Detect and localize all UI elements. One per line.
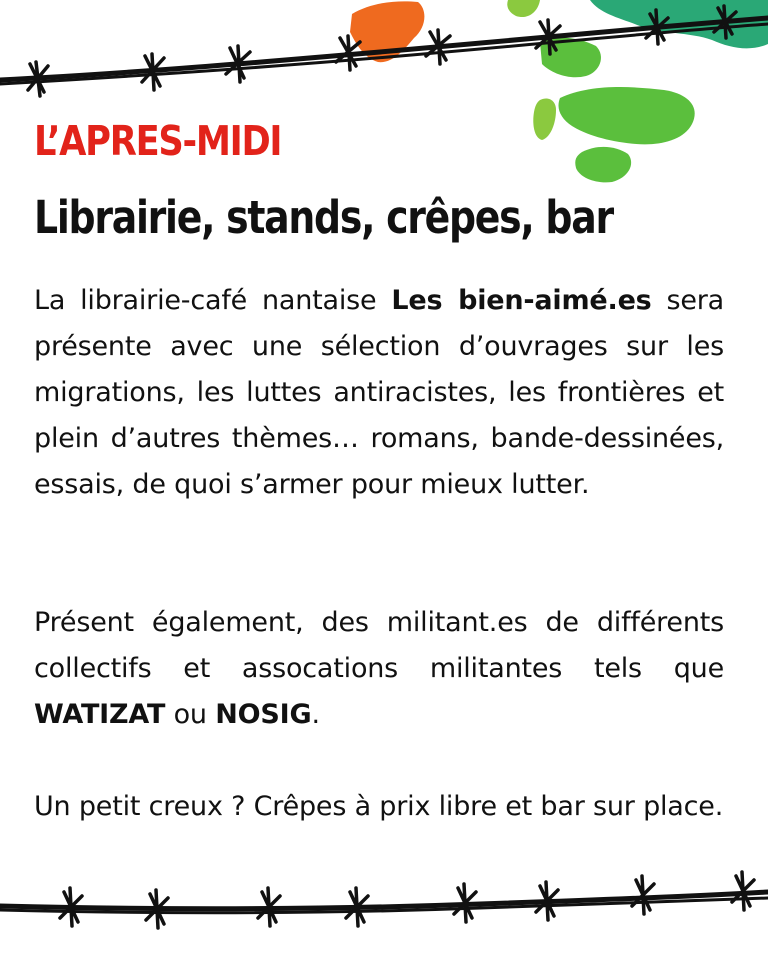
- collectives-paragraph: [34, 600, 724, 738]
- organization-nosig: NOSIG: [215, 699, 312, 730]
- collectives-end-text: .: [311, 699, 320, 730]
- bookshop-intro-text: La librairie-café nantaise: [34, 285, 392, 316]
- collectives-intro-text: Présent également, des militant.es de différents collectifs et assocations militantes tels que: [34, 607, 724, 684]
- barbed-wire-top: [0, 0, 768, 110]
- bookshop-paragraph: [34, 278, 724, 508]
- food-paragraph: Un petit creux ? Crêpes à prix libre et bar sur place.: [34, 791, 724, 822]
- organization-watizat: WATIZAT: [34, 699, 166, 730]
- section-subtitle: Librairie, stands, crêpes, bar: [34, 191, 613, 244]
- bookshop-name: Les bien-aimé.es: [391, 285, 652, 316]
- barbed-wire-bottom: [0, 870, 768, 930]
- green-paint-mark-small: [575, 147, 631, 182]
- bookshop-description-text: sera présente avec une sélection d’ouvrages sur les migrations, les luttes antiracistes, les frontières et plein d’autres thèmes… romans, bande-dessinées, essais, de quoi s’armer pour mieux lutter.: [34, 285, 724, 500]
- collectives-joiner-text: ou: [165, 699, 216, 730]
- section-title: L’APRES-MIDI: [34, 117, 282, 165]
